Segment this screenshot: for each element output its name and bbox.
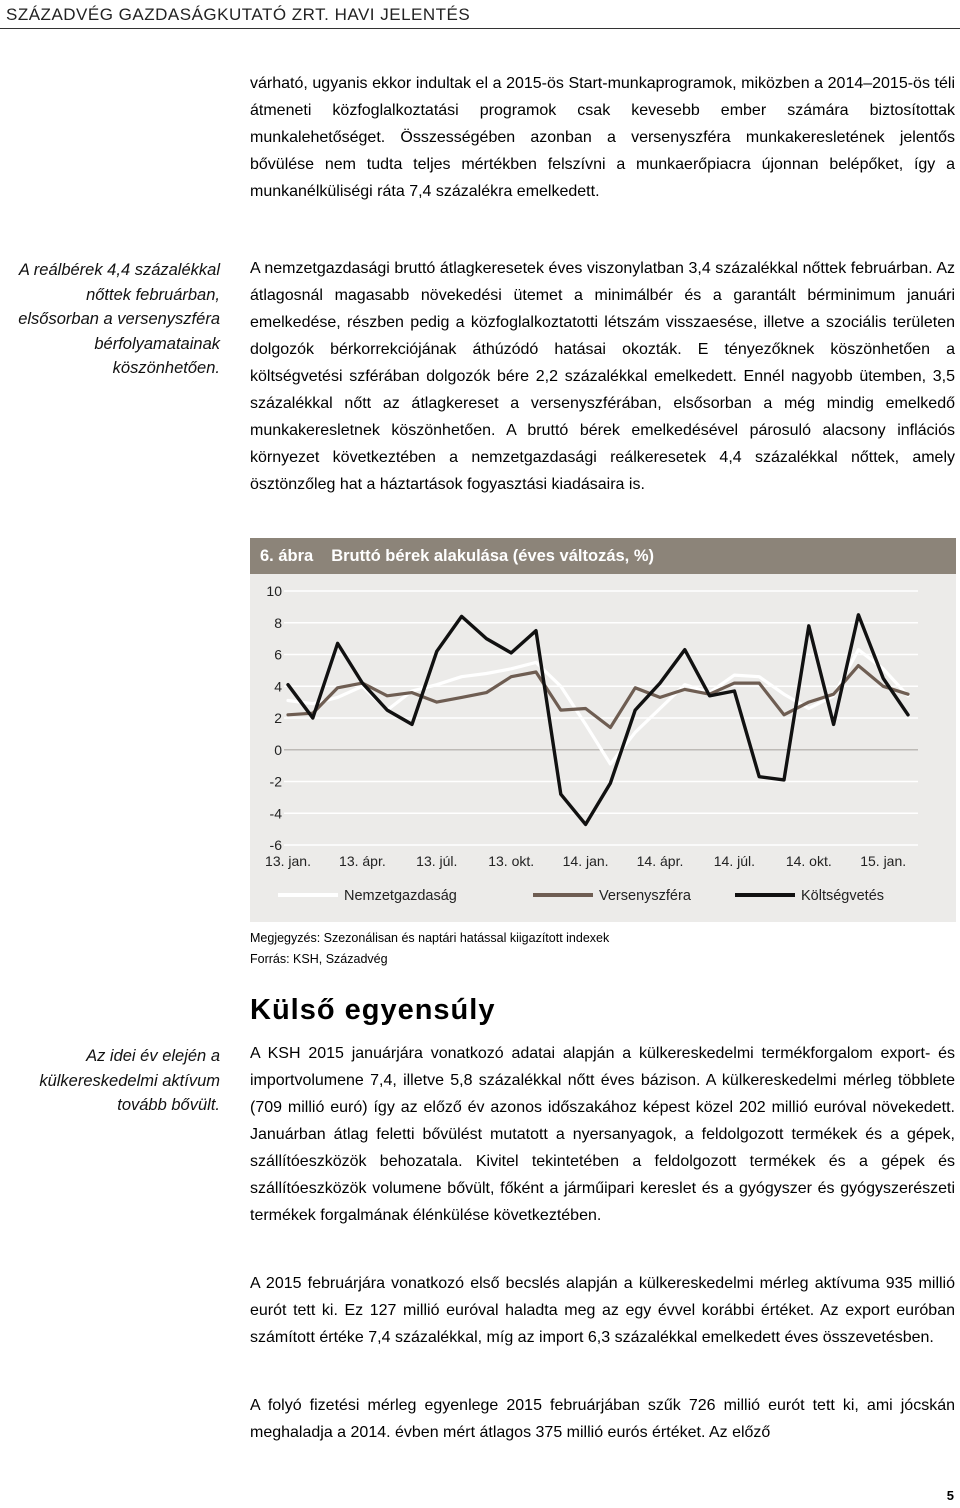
figure-title-bar xyxy=(250,538,956,574)
report-header: SZÁZADVÉG GAZDASÁGKUTATÓ ZRT. HAVI JELENTÉS xyxy=(6,5,471,24)
x-tick-label: 14. jan. xyxy=(562,853,609,869)
y-tick-label: 8 xyxy=(274,614,282,631)
x-tick-label: 14. ápr. xyxy=(636,853,684,869)
section-title: Külső egyensúly xyxy=(250,994,496,1026)
paragraph-3: A KSH 2015 januárjára vonatkozó adatai alapján a külkereskedelmi termékforgalom export- és importvolumene 7,4, illetve 5,8 százalékkal nőtt éves bázison. A külkereskedelmi mérleg többlete (709 millió euró) így az előző év azonos időszakához képest közel 202 millió euróval növekedett. Januárban átlag feletti bővülést mutatott a nyersanyagok, a feldolgozott termékek és a gépek, szállítóeszközök behozatala. Kivitel tekintetében a feldolgozott termékek és a gépek és szállítóeszközök volumene bővült, főként a járműipari kereslet és a gyógyszer és gyógyszerészeti termékek forgalmának élénkülése következtében. xyxy=(250,1045,955,1224)
chart-area xyxy=(250,574,956,922)
y-tick-label: 2 xyxy=(274,710,282,726)
x-tick-label: 13. jan. xyxy=(265,853,311,869)
sidenote-wages: A reálbérek 4,4 százalékkal nőttek februárban, elsősorban a versenyszféra bérfolyamatainak köszönhetően. xyxy=(18,261,220,377)
series-line-nemzetgazdasag xyxy=(288,650,908,764)
figure-number: 6. ábra xyxy=(260,546,314,565)
sidenote-trade: Az idei év elején a külkereskedelmi aktívum tovább bővült. xyxy=(39,1047,220,1114)
x-tick-label: 14. okt. xyxy=(785,853,832,869)
figure-title: Bruttó bérek alakulása (éves változás, %) xyxy=(331,546,655,565)
page-number: 5 xyxy=(946,1488,954,1503)
paragraph-5: A folyó fizetési mérleg egyenlege 2015 februárjában szűk 726 millió eurót tett ki, ami jócskán meghaladja a 2014. évben mért átlagos 375 millió eurós értéket. Az előző xyxy=(250,1397,955,1441)
legend-label: Nemzetgazdaság xyxy=(344,888,457,904)
x-tick-label: 13. júl. xyxy=(416,853,458,869)
x-tick-label: 14. júl. xyxy=(713,853,756,869)
y-tick-label: -4 xyxy=(269,805,282,822)
legend-label: Költségvetés xyxy=(801,888,885,904)
paragraph-2: A nemzetgazdasági bruttó átlagkeresetek éves viszonylatban 3,4 százalékkal nőttek februárban. Az átlagosnál magasabb növekedési ütemet a minimálbér és a garantált bérminimum januári emelkedése, részben pedig a közfoglalkoztatotti létszám visszaesése, illetve a szociális területen dolgozók bérkorrekciójának áthúzódó hatásai okozták. E tényezőknek köszönhetően a költségvetési szférában dolgozók bére 2,2 százalékkal emelkedett. Ennél nagyobb ütemben, 3,5 százalékkal nőtt az átlagkereset a versenyszférában, elsősorban a még mindig emelkedő munkakeresletnek köszönhetően. A bruttó bérek emelkedésével párosuló alacsony inflációs környezet következtében a nemzetgazdasági reálkeresetek 4,4 százalékkal nőttek, amely ösztönzőleg hat a háztartások fogyasztási kiadásaira is. xyxy=(250,260,955,493)
y-tick-label: 10 xyxy=(266,583,282,599)
y-tick-label: 4 xyxy=(274,678,282,695)
paragraph-1: várható, ugyanis ekkor indultak el a 2015-ös Start-munkaprogramok, miközben a 2014–2015-ös téli átmeneti közfoglalkoztatási programok csak kevesebb ember számára biztosítottak munkalehetőséget. Összességében azonban a versenyszféra munkakeresletének jelentős bővülése nem tudta teljes mértékben felszívni a munkaerőpiacra újonnan belépőket, így a munkanélküliségi ráta 7,4 százalékra emelkedett. xyxy=(250,75,955,200)
x-tick-label: 13. ápr. xyxy=(339,853,386,869)
paragraph-4: A 2015 februárjára vonatkozó első becslés alapján a külkereskedelmi mérleg aktívuma 935 millió eurót tett ki. Ez 127 millió euróval haladta meg az egy évvel korábbi értéket. Az export euróban számított értéke 7,4 százalékkal, míg az import 6,3 százalékkal emelkedett éves összevetésben. xyxy=(250,1275,955,1346)
y-tick-label: -2 xyxy=(269,773,282,790)
x-tick-label: 13. okt. xyxy=(488,853,535,869)
header-divider xyxy=(0,28,960,29)
y-tick-label: 0 xyxy=(274,741,282,758)
y-tick-label: -6 xyxy=(269,837,282,853)
wage-line-chart xyxy=(250,574,956,922)
x-tick-label: 15. jan. xyxy=(860,853,907,869)
y-tick-label: 6 xyxy=(274,646,282,663)
figure-source: Forrás: KSH, Századvég xyxy=(250,952,388,966)
figure-note: Megjegyzés: Szezonálisan és naptári hatással kiigazított indexek xyxy=(250,931,610,945)
legend-label: Versenyszféra xyxy=(599,888,691,904)
